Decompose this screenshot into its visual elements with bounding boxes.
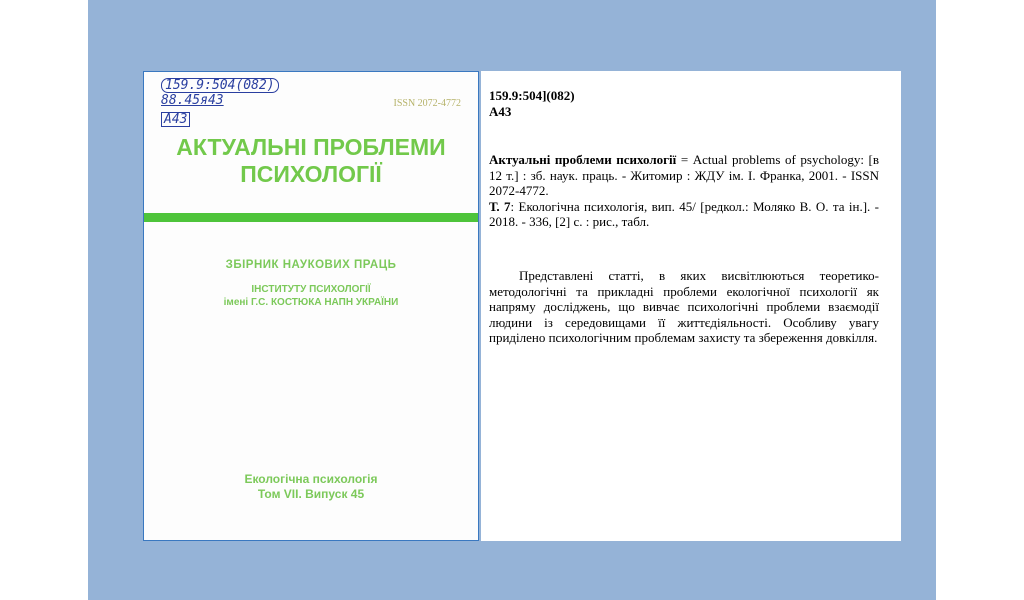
cover-institute-line2: імені Г.С. КОСТЮКА НАПН УКРАЇНИ bbox=[223, 297, 399, 308]
cover-institute-line1: ІНСТИТУТУ ПСИХОЛОГІЇ bbox=[251, 284, 371, 295]
series-title: Актуальні проблеми психології bbox=[489, 152, 677, 167]
udc-block bbox=[489, 88, 879, 120]
udc-code: 159.9:504](082) bbox=[489, 88, 575, 103]
book-cover bbox=[143, 71, 479, 541]
volume-label: Т. 7 bbox=[489, 198, 511, 214]
volume-details: : Екологічна психологія, вип. 45/ [редкол.: Моляко В. О. та ін.]. - 2018. - 336, [2] с. : рис., табл. bbox=[489, 198, 879, 229]
cover-title-line1: АКТУАЛЬНІ ПРОБЛЕМИ bbox=[176, 134, 446, 160]
cover-title-line2: ПСИХОЛОГІЇ bbox=[240, 161, 382, 187]
cover-title bbox=[144, 134, 478, 188]
cover-volume-topic: Екологічна психологія bbox=[244, 472, 378, 486]
series-entry bbox=[489, 152, 879, 199]
volume-entry bbox=[489, 199, 879, 230]
bibliographic-description bbox=[489, 152, 879, 230]
cover-volume-number: Том VII. Випуск 45 bbox=[257, 487, 365, 501]
cover-issn: ISSN 2072-4772 bbox=[393, 98, 461, 109]
cover-subtitle: ЗБІРНИК НАУКОВИХ ПРАЦЬ bbox=[225, 259, 397, 271]
handwritten-code: А43 bbox=[161, 112, 190, 127]
abstract-text: Представлені статті, в яких висвітлюються теоретико-методологічні та прикладні проблеми екологічної психології як напряму досліджень, що вивчає психологічні проблеми взаємодії людини із середовищами її життєдіяльності. Особливу увагу приділено психологічним проблемам захисту та збереження довкілля. bbox=[489, 268, 879, 345]
author-code: А43 bbox=[489, 104, 512, 119]
cover-green-stripe bbox=[144, 213, 478, 222]
handwritten-udc: 159.9:504(082) bbox=[161, 78, 279, 93]
handwritten-bbk: 88.45я43 bbox=[161, 93, 224, 108]
series-details: = Actual problems of psychology: [в 12 т.] : зб. наук. праць. - Житомир : ЖДУ ім. І. Франка, 2001. - ISSN 2072-4772. bbox=[489, 152, 879, 198]
